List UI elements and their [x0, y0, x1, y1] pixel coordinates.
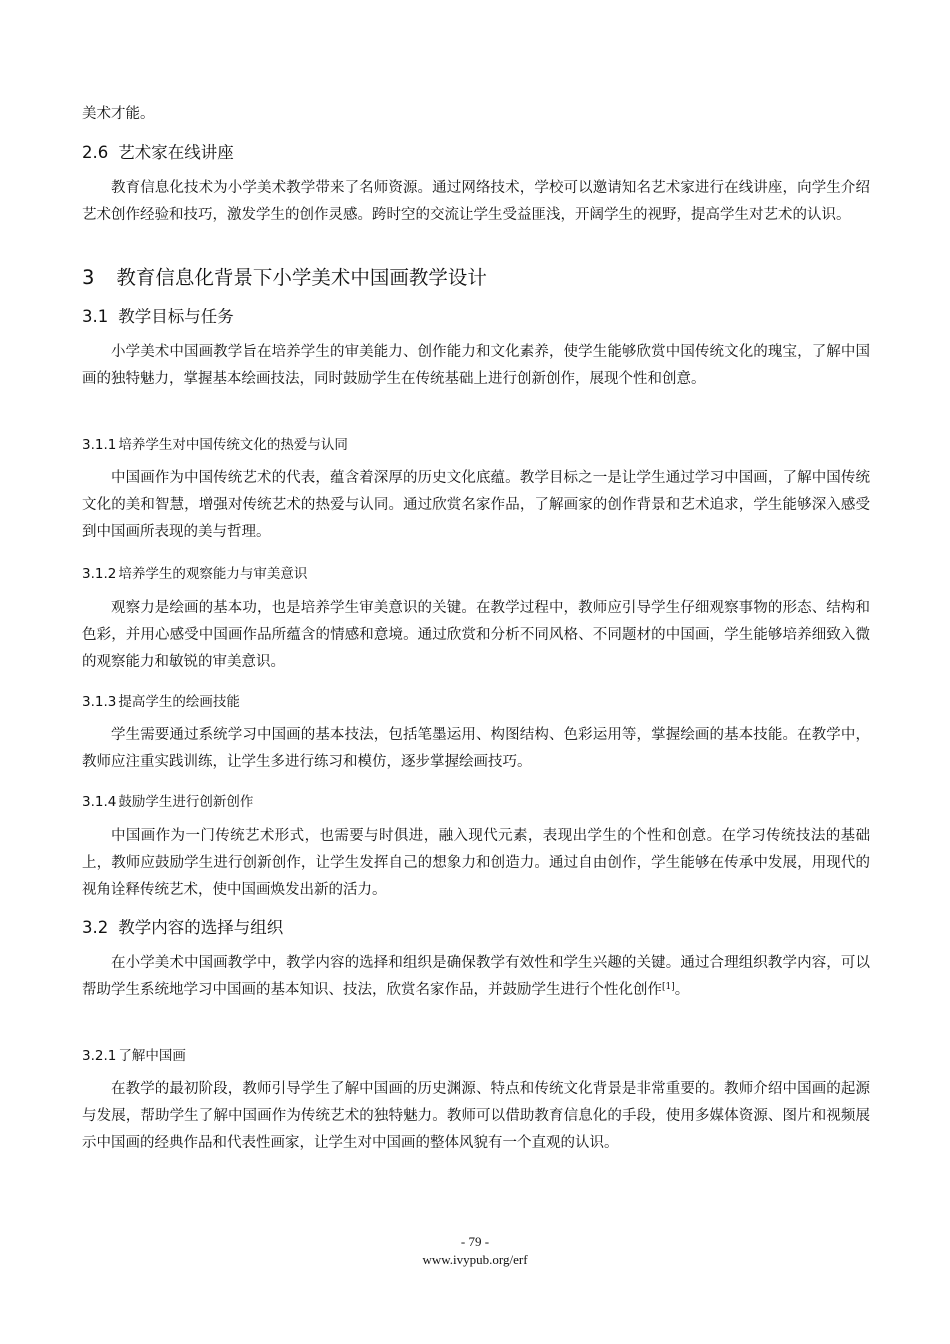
- paragraph-continuation: 美术才能。: [82, 106, 155, 122]
- subsection-number: 3.1.4: [82, 794, 117, 810]
- subsection-number: 3.1.3: [82, 694, 117, 710]
- page-number: - 79 -: [460, 1234, 490, 1249]
- subsection-heading-3-1-2: [82, 564, 870, 584]
- paragraph-text: 在小学美术中国画教学中，教学内容的选择和组织是确保教学有效性和学生兴趣的关键。通过合理组织教学内容，可以帮助学生系统地学习中国画的基本知识、技法，欣赏名家作品，并鼓励学生进行个性化创作: [82, 955, 870, 998]
- paragraph-end: 。: [674, 982, 690, 998]
- section-number: 2.6: [82, 143, 109, 162]
- subsection-number: 3.1.1: [82, 437, 117, 453]
- subsection-heading-3-1-4: [82, 792, 870, 812]
- subsection-paragraph: 中国画作为一门传统艺术形式，也需要与时俱进，融入现代元素，表现出学生的个性和创意。在学习传统技法的基础上，教师应鼓励学生进行创新创作，让学生发挥自己的想象力和创造力。通过自由创作，学生能够在传承中发展，用现代的视角诠释传统艺术，使中国画焕发出新的活力。: [82, 828, 870, 898]
- section-title: 艺术家在线讲座: [118, 143, 234, 162]
- subsection-paragraph: 在教学的最初阶段，教师引导学生了解中国画的历史渊源、特点和传统文化背景是非常重要的。教师介绍中国画的起源与发展，帮助学生了解中国画作为传统艺术的独特魅力。教师可以借助教育信息化的手段，使用多媒体资源、图片和视频展示中国画的经典作品和代表性画家，让学生对中国画的整体风貌有一个直观的认识。: [82, 1081, 870, 1151]
- subsection-paragraph: 观察力是绘画的基本功，也是培养学生审美意识的关键。在教学过程中，教师应引导学生仔细观察事物的形态、结构和色彩，并用心感受中国画作品所蕴含的情感和意境。通过欣赏和分析不同风格、不同题材的中国画，学生能够培养细致入微的观察能力和敏锐的审美意识。: [82, 600, 870, 670]
- subsection-title: 鼓励学生进行创新创作: [118, 794, 254, 810]
- section-title: 教学内容的选择与组织: [118, 918, 284, 937]
- subsection-paragraph: 中国画作为中国传统艺术的代表，蕴含着深厚的历史文化底蕴。教学目标之一是让学生通过学习中国画，了解中国传统文化的美和智慧，增强对传统艺术的热爱与认同。通过欣赏名家作品，了解画家的创作背景和艺术追求，学生能够深入感受到中国画所表现的美与哲理。: [82, 470, 870, 540]
- chapter-number: 3: [82, 266, 95, 289]
- subsection-title: 了解中国画: [118, 1048, 186, 1064]
- section-number: 3.1: [82, 307, 109, 326]
- subsection-title: 提高学生的绘画技能: [118, 694, 240, 710]
- section-heading-3-1: [82, 306, 870, 328]
- chapter-heading-3: [82, 265, 870, 291]
- subsection-heading-3-1-3: [82, 692, 870, 712]
- subsection-heading-3-1-1: [82, 435, 870, 455]
- subsection-title: 培养学生的观察能力与审美意识: [118, 566, 308, 582]
- subsection-heading-3-2-1: [82, 1046, 870, 1066]
- section-heading-3-2: [82, 917, 870, 939]
- section-title: 教学目标与任务: [118, 307, 234, 326]
- subsection-title: 培养学生对中国传统文化的热爱与认同: [118, 437, 348, 453]
- section-paragraph: 教育信息化技术为小学美术教学带来了名师资源。通过网络技术，学校可以邀请知名艺术家进行在线讲座，向学生介绍艺术创作经验和技巧，激发学生的创作灵感。跨时空的交流让学生受益匪浅，开阔学生的视野，提高学生对艺术的认识。: [82, 180, 870, 223]
- subsection-number: 3.1.2: [82, 566, 117, 582]
- section-heading-2-6: [82, 142, 870, 164]
- section-number: 3.2: [82, 918, 109, 937]
- section-paragraph: [82, 950, 870, 1004]
- chapter-title: 教育信息化背景下小学美术中国画教学设计: [116, 266, 487, 289]
- subsection-number: 3.2.1: [82, 1048, 117, 1064]
- citation-reference[interactable]: [1]: [662, 982, 675, 992]
- footer-url[interactable]: www.ivypub.org/erf: [422, 1252, 528, 1267]
- subsection-paragraph: 学生需要通过系统学习中国画的基本技法，包括笔墨运用、构图结构、色彩运用等，掌握绘画的基本技能。在教学中，教师应注重实践训练，让学生多进行练习和模仿，逐步掌握绘画技巧。: [82, 727, 870, 770]
- section-paragraph: 小学美术中国画教学旨在培养学生的审美能力、创作能力和文化素养，使学生能够欣赏中国传统文化的瑰宝，了解中国画的独特魅力，掌握基本绘画技法，同时鼓励学生在传统基础上进行创新创作，展现个性和创意。: [82, 344, 870, 387]
